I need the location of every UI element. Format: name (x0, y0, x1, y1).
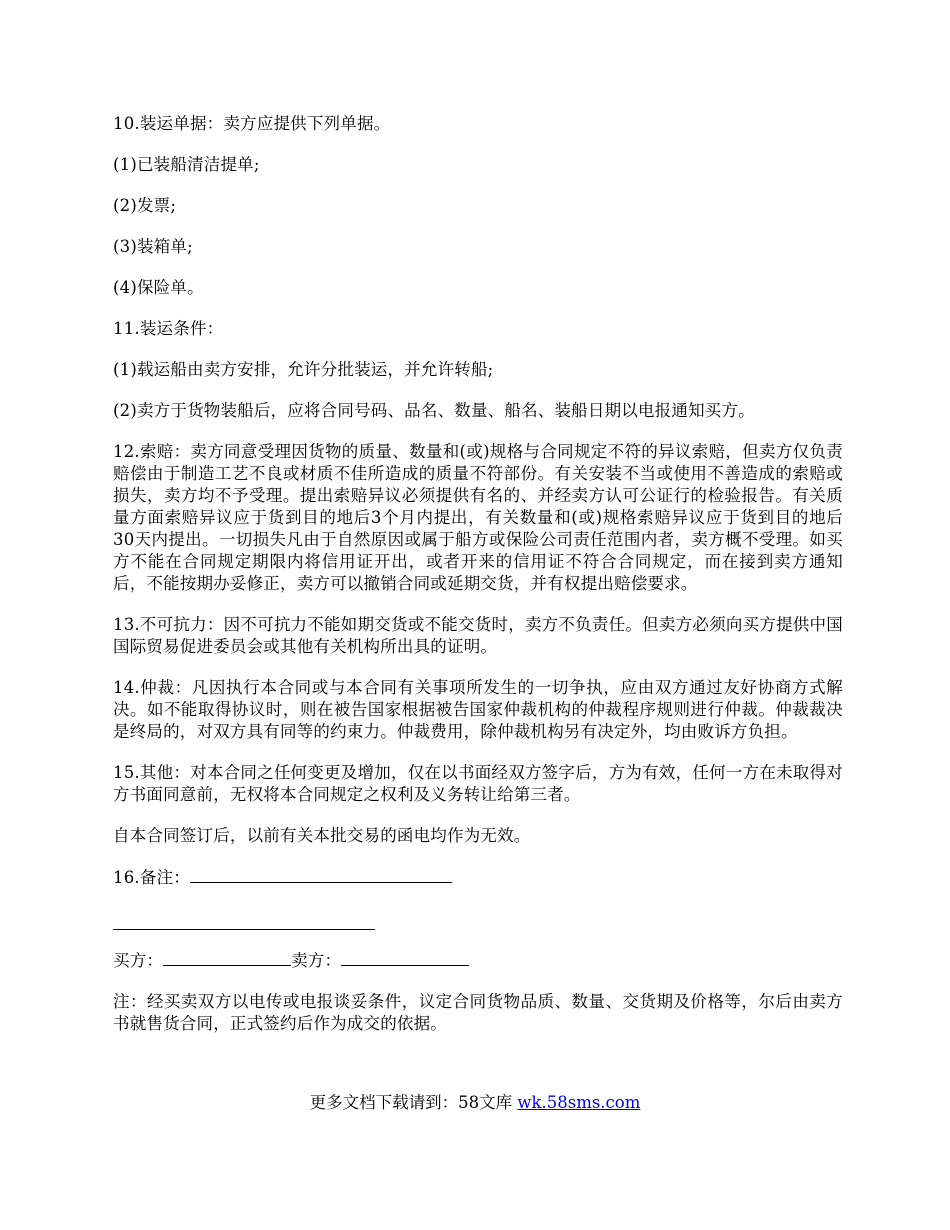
seller-signature-line[interactable] (341, 949, 469, 966)
page-footer (0, 1092, 950, 1114)
clause-10-item-2: (2)发票; (113, 196, 177, 215)
remark-blank-line[interactable] (190, 866, 452, 883)
buyer-label: 买方： (113, 951, 164, 970)
clause-10-heading: 10.装运单据：卖方应提供下列单据。 (113, 114, 391, 133)
clause-10-item-4: (4)保险单。 (113, 278, 204, 297)
document-body (113, 113, 843, 1054)
signature-row (113, 949, 843, 972)
clause-11-item-2: (2)卖方于货物装船后，应将合同号码、品名、数量、船名、装船日期以电报通知买方。 (113, 401, 755, 420)
clause-13-force-majeure: 13.不可抗力：因不可抗力不能如期交货或不能交货时，卖方不负责任。但卖方必须向买方提供中国国际贸易促进委员会或其他有关机构所出具的证明。 (113, 615, 843, 656)
clause-11-heading: 11.装运条件： (113, 319, 224, 338)
remark-continuation-line[interactable] (113, 908, 375, 930)
footer-text: 更多文档下载请到：58文库 (309, 1093, 513, 1112)
clause-14-arbitration: 14.仲裁：凡因执行本合同或与本合同有关事项所发生的一切争执，应由双方通过友好协商方式解决。如不能取得协议时，则在被告国家根据被告国家仲裁机构的仲裁程序规则进行仲裁。仲裁裁决是终局的，对双方具有同等的约束力。仲裁费用，除仲裁机构另有决定外，均由败诉方负担。 (113, 678, 843, 741)
clause-15-other: 15.其他：对本合同之任何变更及增加，仅在以书面经双方签字后，方为有效，任何一方在未取得对方书面同意前，无权将本合同规定之权利及义务转让给第三者。 (113, 763, 843, 804)
clause-12-claims: 12.索赔：卖方同意受理因货物的质量、数量和(或)规格与合同规定不符的异议索赔，但卖方仅负责赔偿由于制造工艺不良或材质不佳所造成的质量不符部份。有关安装不当或使用不善造成的索赔或损失，卖方均不予受理。提出索赔异议必须提供有名的、并经卖方认可公证行的检验报告。有关质量方面索赔异议应于货到目的地后3个月内提出，有关数量和(或)规格索赔异议应于货到目的地后30天内提出。一切损失凡由于自然原因或属于船方或保险公司责任范围内者，卖方概不受理。如买方不能在合同规定期限内将信用证开出，或者开来的信用证不符合合同规定，而在接到卖方通知后，不能按期办妥修正，卖方可以撤销合同或延期交货，并有权提出赔偿要求。 (113, 442, 843, 593)
remark-label: 16.备注： (113, 868, 190, 887)
remark-row (113, 866, 843, 889)
seller-label: 卖方： (291, 951, 342, 970)
clause-10-item-1: (1)已装船清洁提单; (113, 155, 260, 174)
buyer-signature-line[interactable] (163, 949, 291, 966)
clause-11-item-1: (1)载运船由卖方安排，允许分批装运，并允许转船; (113, 360, 494, 379)
validity-statement: 自本合同签订后，以前有关本批交易的函电均作为无效。 (113, 826, 531, 845)
clause-10-item-3: (3)装箱单; (113, 237, 193, 256)
note-paragraph: 注：经买卖双方以电传或电报谈妥条件，议定合同货物品质、数量、交货期及价格等，尔后由卖方书就售货合同，正式签约后作为成交的依据。 (113, 992, 843, 1033)
footer-link[interactable]: wk.58sms.com (517, 1093, 641, 1112)
